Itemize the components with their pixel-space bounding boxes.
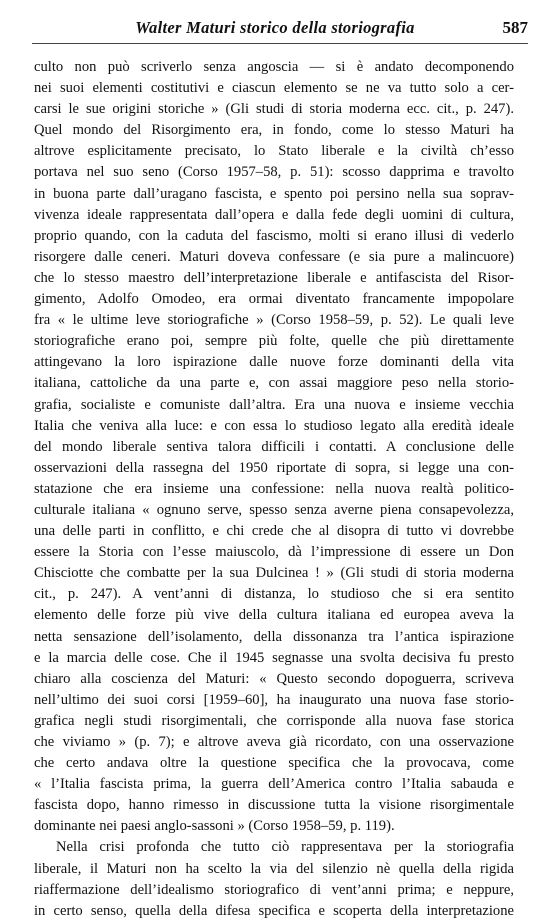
text-line: portava nel suo seno (Corso 1957–58, p. 51): scosso dapprima e travolto	[34, 164, 514, 181]
text-line: fra « le ultime leve storiografiche » (Corso 1958–59, p. 52). Le quali leve	[34, 312, 514, 329]
text-line: che certo andava oltre la questione specifica che la provocava, come	[34, 755, 514, 772]
text-line: culturale italiana « ognuno serve, spesso senza averne piena consapevolezza,	[34, 501, 514, 518]
text-line: gimento, Adolfo Omodeo, era ormai diventato francamente impopolare	[34, 291, 514, 308]
text-line: « l’Italia fascista prima, la guerra dell’America contro l’Italia sabauda e	[34, 776, 514, 793]
text-line: risorgere dalle ceneri. Maturi doveva confessare (e sia pure a malincuore)	[34, 248, 514, 265]
text-line: cit., p. 247). A vent’anni di distanza, lo studioso che si era sentito	[34, 586, 514, 603]
text-line: carsi le sue origini storiche » (Gli studi di storia moderna ecc. cit., p. 247).	[34, 101, 514, 118]
body-text	[34, 57, 514, 922]
text-line: liberale, il Maturi non ha scelto la via del silenzio nè quella della rigida	[34, 860, 514, 877]
text-line: dominante nei paesi anglo-sassoni » (Corso 1958–59, p. 119).	[34, 818, 395, 835]
text-line: attingevano la loro ispirazione dalle nuove forze dominanti della vita	[34, 354, 514, 371]
running-head-title: Walter Maturi storico della storiografia	[135, 18, 415, 37]
text-line: Nella crisi profonda che tutto ciò rappresentava per la storiografia	[56, 839, 514, 856]
text-line: storiografiche erano poi, sempre più folte, quelle che più direttamente	[34, 333, 514, 350]
text-line: culto non può scriverlo senza angoscia — si è andato decomponendo	[34, 59, 514, 75]
text-line: Chisciotte che combatte per la sua Dulcinea ! » (Gli studi di storia moderna	[34, 565, 514, 582]
text-line: nell’ultimo dei suoi corsi [1959–60], ha inaugurato una nuova fase storio-	[34, 691, 514, 708]
text-line: elemento delle forze più vive della cultura italiana ed europea aveva la	[34, 607, 514, 624]
text-line: grafica negli studi risorgimentali, che corrisponde alla nuova fase storica	[34, 712, 514, 729]
text-line: riaffermazione dell’idealismo storiografico di vent’anni prima; e neppure,	[34, 881, 514, 898]
text-line: in certo senso, quella della difesa specifica e scoperta della interpretazione	[34, 902, 514, 919]
text-line: netta sensazione dell’isolamento, della dissonanza tra l’antica ispirazione	[34, 628, 514, 645]
text-line: italiana, cattoliche da una parte e, con assai maggiore peso nella storio-	[34, 375, 514, 392]
text-line: altrove esplicitamente precisato, lo Stato liberale e la civiltà ch’esso	[34, 143, 514, 160]
text-line: vivenza ideale rappresentata dall’opera e dalla fede degli uomini di cultura,	[34, 206, 514, 223]
header-rule	[32, 43, 528, 44]
text-line: che viviamo » (p. 7); e altrove aveva già ricordato, con una osservazione	[34, 734, 514, 750]
text-line: statazione che era insieme una confessione: nella nuova realtà politico-	[34, 480, 514, 497]
text-line: essere la Storia con l’esse maiuscolo, dà l’impressione di essere un Don	[34, 544, 514, 561]
text-line: Italia che veniva alla luce: e con essa lo studioso legato alla eredità ideale	[34, 417, 514, 434]
text-line: grafia, socialiste e comuniste dall’altra. Era una nuova e insieme vecchia	[34, 396, 514, 413]
text-line: nei suoi elementi costitutivi e ciascun elemento se ne va tutto solo a cer-	[34, 80, 514, 97]
text-line: in buona parte dall’uragano fascista, e spento poi persino nella sua soprav-	[34, 185, 514, 202]
page-number: 587	[502, 18, 528, 37]
text-line: Quel mondo del Risorgimento era, in fondo, come lo stesso Maturi ha	[34, 122, 514, 139]
running-head	[0, 0, 550, 44]
text-line: e la marcia delle cose. Che il 1945 segnasse una svolta decisiva fu presto	[34, 649, 514, 666]
text-line: chiaro alla coscienza del Maturi: « Questo secondo dopoguerra, scriveva	[34, 670, 514, 687]
text-line: fascista dopo, hanno rimesso in discussione tutta la visione risorgimentale	[34, 797, 514, 814]
text-line: del mondo liberale sentiva talora difficili i contatti. A conclusione delle	[34, 438, 514, 455]
text-line: proprio quando, con la caduta del fascismo, molti si erano illusi di vederlo	[34, 227, 514, 244]
text-line: che lo stesso maestro dell’interpretazione liberale e antifascista del Risor-	[34, 269, 514, 286]
text-line: osservazioni della rassegna del 1950 riportate di sopra, si legge una con-	[34, 459, 514, 476]
text-line: una delle parti in conflitto, e chi crede che al disopra di tutto vi dovrebbe	[34, 523, 514, 540]
